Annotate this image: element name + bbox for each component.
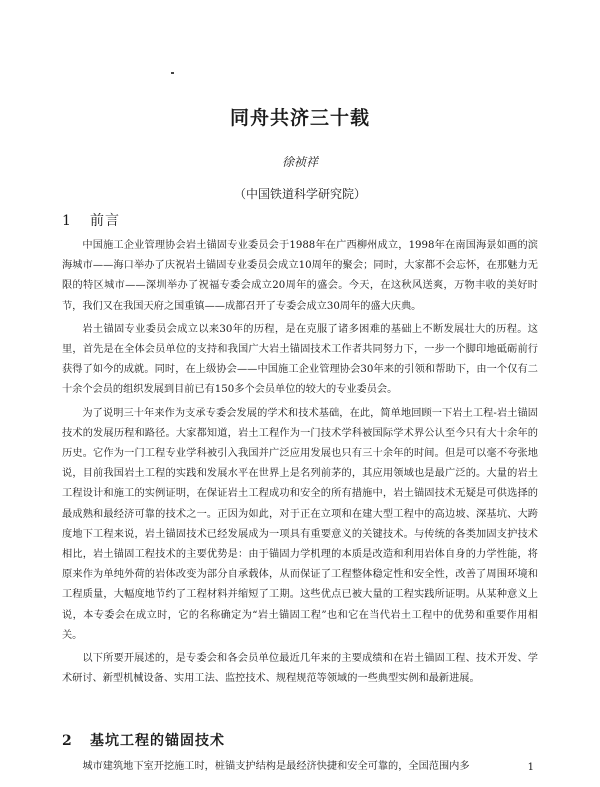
paragraph: 岩土锚固专业委员会成立以来30年的历程，是在克服了诸多困难的基础上不断发展壮大的历程。这里，首先是在全体会员单位的支持和我国广大岩土锚固技术工作者共同努力下，一步一个脚印地砥砺前行获得了如今的成就。同时，在上级协会——中国施工企业管理协会30年来的引领和帮助下，由一个仅有二十余个会员的组织发展到目前已有150多个会员单位的较大的专业委员会。 [62, 323, 538, 396]
section-2-heading [62, 730, 225, 750]
section-2-number: 2 [62, 733, 73, 749]
section-1-body [62, 236, 538, 692]
page-title: 同舟共济三十载 [229, 107, 370, 129]
scan-speck [171, 72, 174, 74]
author-name: 徐祯祥 [281, 155, 318, 169]
paragraph: 以下所要开展述的，是专委会和各会员单位最近几年来的主要成绩和在岩土锚固工程、技术开发、学术研讨、新型机械设备、实用工法、监控技术、规程规范等领域的一些典型实例和最新进展。 [62, 653, 538, 685]
section-2-first-line: 城市建筑地下室开挖施工时，桩锚支护结构是最经济快捷和安全可靠的，全国范围内多 [82, 761, 470, 772]
author-affiliation: （中国铁道科学研究院） [233, 187, 366, 201]
page-number: 1 [527, 762, 534, 773]
section-1-heading [62, 210, 120, 230]
section-1-number: 1 [62, 213, 72, 229]
paragraph: 为了说明三十年来作为支承专委会发展的学术和技术基础，在此，简单地回顾一下岩土工程-岩土锚固技术的发展历程和路径。大家都知道，岩土工程作为一门技术学科被国际学术界公认至今只有大十余年的历史。它作为一门工程专业学科被引入我国并广泛应用发展也只有三十余年的时间。但是可以毫不夸张地说，目前我国岩土工程的实践和发展水平在世界上是名列前茅的，其应用领域也是最广泛的。大量的岩土工程设计和施工的实例证明，在保证岩土工程成功和安全的所有措施中，岩土锚固技术无疑是可供选择的最成熟和最经济可靠的技术之一。正因为如此，对于正在立项和在建大型工程中的高边坡、深基坑、大跨度地下工程来说，岩土锚固技术已经发展成为一项具有重要意义的关键技术。与传统的各类加固支护技术相比，岩土锚固工程技术的主要优势是：由于锚固力学机理的本质是改造和利用岩体自身的力学性能，将原来作为单纯外荷的岩体改变为部分自承载体，从而保证了工程整体稳定性和安全性，改善了周围环境和工程质量，大幅度地节约了工程材料并缩短了工期。这些优点已被大量的工程实践所证明。从某种意义上说，本专委会在成立时，它的名称确定为“岩土锚固工程”也和它在当代岩土工程中的优势和重要作用相关。 [62, 407, 538, 641]
section-1-title: 前言 [90, 213, 120, 229]
section-2-title: 基坑工程的锚固技术 [90, 733, 225, 749]
paragraph: 中国施工企业管理协会岩土锚固专业委员会于1988年在广西柳州成立，1998年在南国海景如画的滨海城市——海口举办了庆祝岩土锚固专业委员会成立10周年的聚会；同时，大家都不会忘怀，在那魅力无限的特区城市——深圳举办了祝福专委会成立20周年的盛会。今天，在这秋风送爽，万物丰收的美好时节，我们又在我国天府之国重镇——成都召开了专委会成立30周年的盛大庆典。 [62, 240, 538, 312]
